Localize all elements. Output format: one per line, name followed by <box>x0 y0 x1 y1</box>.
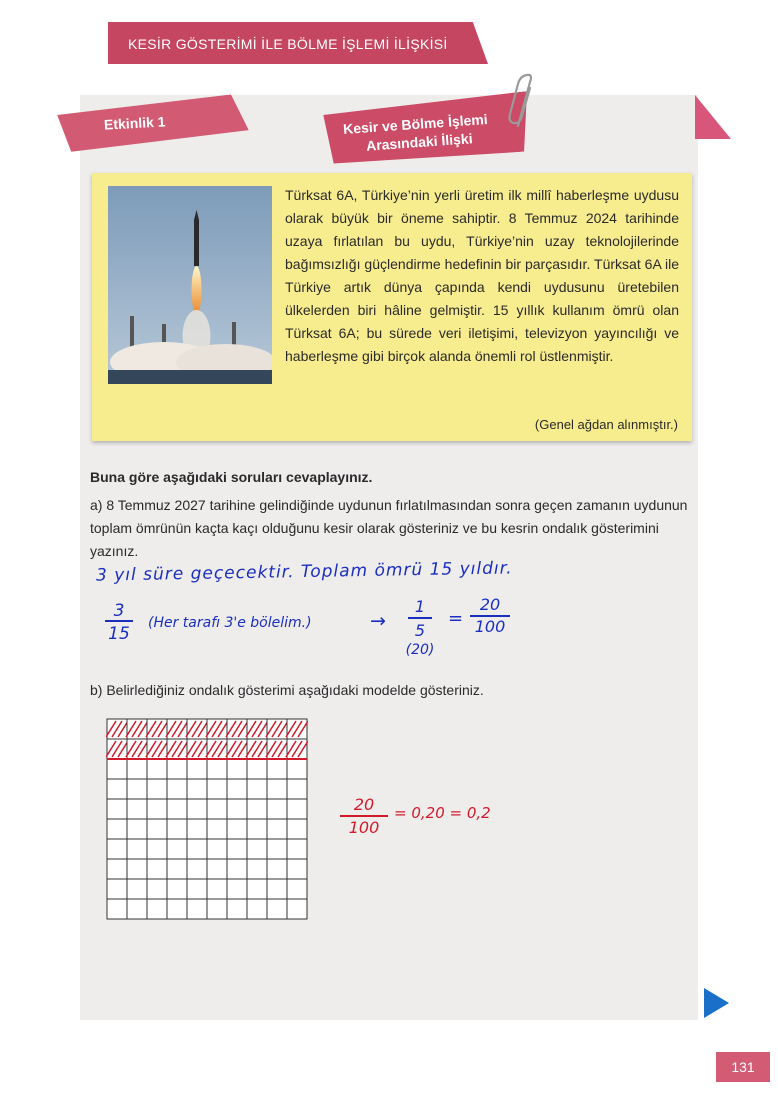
grid-cell[interactable] <box>207 799 227 819</box>
rocket-launch-photo <box>108 186 272 384</box>
grid-cell[interactable] <box>187 819 207 839</box>
handwritten-answer-line: 3 yıl süre geçecektir. Toplam ömrü 15 yıldır. <box>95 558 513 586</box>
grid-cell[interactable] <box>287 759 307 779</box>
grid-cell[interactable] <box>247 839 267 859</box>
grid-cell[interactable] <box>207 759 227 779</box>
grid-cell[interactable] <box>207 819 227 839</box>
grid-cell[interactable] <box>247 799 267 819</box>
grid-cell[interactable] <box>147 799 167 819</box>
grid-cell[interactable] <box>287 899 307 919</box>
grid-cell[interactable] <box>287 839 307 859</box>
grid-cell[interactable] <box>147 859 167 879</box>
source-note: (Genel ağdan alınmıştır.) <box>534 417 678 432</box>
page-number: 131 <box>716 1052 770 1082</box>
grid-cell[interactable] <box>167 759 187 779</box>
grid-cell[interactable] <box>287 779 307 799</box>
topic-title-line2: Arasındaki İlişki <box>365 130 474 154</box>
grid-cell[interactable] <box>127 759 147 779</box>
grid-cell[interactable] <box>207 839 227 859</box>
grid-cell[interactable] <box>167 839 187 859</box>
red-frac-denominator: 100 <box>348 818 380 837</box>
grid-cell[interactable] <box>227 879 247 899</box>
grid-cell[interactable] <box>127 879 147 899</box>
grid-cell[interactable] <box>247 879 267 899</box>
grid-cell[interactable] <box>127 819 147 839</box>
grid-cell[interactable] <box>147 879 167 899</box>
handwritten-fractions <box>96 596 536 656</box>
grid-cell[interactable] <box>247 899 267 919</box>
grid-cell[interactable] <box>107 799 127 819</box>
red-handwritten-answer <box>330 790 530 840</box>
hundred-grid-model[interactable] <box>106 718 308 920</box>
grid-cell[interactable] <box>147 899 167 919</box>
grid-cell[interactable] <box>267 879 287 899</box>
grid-cell[interactable] <box>267 899 287 919</box>
grid-cell[interactable] <box>207 899 227 919</box>
activity-label: Etkinlik 1 <box>103 113 166 133</box>
grid-cell[interactable] <box>107 759 127 779</box>
grid-cell[interactable] <box>107 819 127 839</box>
grid-cell[interactable] <box>187 879 207 899</box>
grid-cell[interactable] <box>187 859 207 879</box>
grid-cell[interactable] <box>287 879 307 899</box>
grid-cell[interactable] <box>227 799 247 819</box>
frac3-denominator: 100 <box>474 617 506 636</box>
grid-cell[interactable] <box>247 859 267 879</box>
grid-cell[interactable] <box>147 779 167 799</box>
question-a: a) 8 Temmuz 2027 tarihine gelindiğinde uydunun fırlatılmasından sonra geçen zamanın uydunun toplam ömrünün kaçta kaçı olduğunu kesir olarak gösteriniz ve bu kesrin ondalık gösterimini yazınız. <box>90 497 688 559</box>
grid-cell[interactable] <box>227 899 247 919</box>
grid-cell[interactable] <box>207 879 227 899</box>
grid-cell[interactable] <box>247 819 267 839</box>
grid-cell[interactable] <box>267 759 287 779</box>
frac1-denominator: 15 <box>108 624 130 644</box>
grid-cell[interactable] <box>127 839 147 859</box>
grid-cell[interactable] <box>247 779 267 799</box>
next-page-arrow-icon[interactable] <box>704 988 729 1018</box>
red-frac-numerator: 20 <box>353 795 375 814</box>
grid-cell[interactable] <box>227 759 247 779</box>
grid-cell[interactable] <box>147 839 167 859</box>
grid-cell[interactable] <box>267 799 287 819</box>
grid-cell[interactable] <box>167 799 187 819</box>
grid-cell[interactable] <box>267 859 287 879</box>
grid-cell[interactable] <box>127 779 147 799</box>
grid-cell[interactable] <box>107 779 127 799</box>
question-b: b) Belirlediğiniz ondalık gösterimi aşağıdaki modelde gösteriniz. <box>90 682 484 698</box>
grid-cell[interactable] <box>227 819 247 839</box>
grid-cell[interactable] <box>287 819 307 839</box>
paperclip-icon <box>508 72 540 130</box>
grid-cell[interactable] <box>167 819 187 839</box>
red-decimal-equation: = 0,20 = 0,2 <box>394 804 491 822</box>
grid-cell[interactable] <box>147 819 167 839</box>
grid-cell[interactable] <box>167 899 187 919</box>
grid-cell[interactable] <box>187 799 207 819</box>
topic-title-line1: Kesir ve Bölme İşlemi <box>342 110 489 138</box>
multiplier: (20) <box>405 642 435 656</box>
grid-cell[interactable] <box>187 779 207 799</box>
frac1-numerator: 3 <box>113 601 125 621</box>
grid-cell[interactable] <box>227 779 247 799</box>
grid-cell[interactable] <box>227 839 247 859</box>
decorative-corner-tab <box>695 95 731 139</box>
grid-cell[interactable] <box>187 899 207 919</box>
grid-cell[interactable] <box>107 859 127 879</box>
grid-cell[interactable] <box>247 759 267 779</box>
grid-cell[interactable] <box>127 859 147 879</box>
grid-cell[interactable] <box>207 859 227 879</box>
grid-cell[interactable] <box>167 879 187 899</box>
grid-cell[interactable] <box>227 859 247 879</box>
handwritten-note: (Her tarafı 3'e bölelim.) <box>148 615 312 631</box>
arrow-symbol: → <box>370 610 386 632</box>
grid-cell[interactable] <box>107 899 127 919</box>
grid-cell[interactable] <box>287 859 307 879</box>
grid-cell[interactable] <box>267 839 287 859</box>
grid-cell[interactable] <box>207 779 227 799</box>
grid-cell[interactable] <box>127 899 147 919</box>
grid-cell[interactable] <box>107 839 127 859</box>
grid-cell[interactable] <box>167 779 187 799</box>
equals-sign: = <box>448 608 464 629</box>
grid-cell[interactable] <box>187 839 207 859</box>
questions-heading: Buna göre aşağıdaki soruları cevaplayınız. <box>90 469 373 485</box>
frac2-denominator: 5 <box>414 621 426 640</box>
frac3-numerator: 20 <box>479 596 501 614</box>
grid-cell[interactable] <box>107 879 127 899</box>
info-paragraph: Türksat 6A, Türkiye’nin yerli üretim ilk millî haberleşme uydusu olarak büyük bir öneme sahiptir. 8 Temmuz 2024 tarihinde uzaya fırlatılan bu uydu, Türkiye’nin uzay teknolojilerinde bağımsızlığı güçlendirme hedefinin bir parçasıdır. Türksat 6A ile Türkiye artık dünya çapında kendi uydusunu üretebilen ülkelerden biri hâline gelmiştir. 15 yıllık kullanım ömrü olan Türksat 6A; bu sürede veri iletişimi, televizyon yayıncılığı ve haberleşme gibi birçok alanda önemli rol üstlenmiştir. <box>285 187 679 364</box>
header-title: KESİR GÖSTERİMİ İLE BÖLME İŞLEMİ İLİŞKİSİ <box>128 36 448 52</box>
grid-cell[interactable] <box>287 799 307 819</box>
grid-cell[interactable] <box>127 799 147 819</box>
grid-cell[interactable] <box>267 819 287 839</box>
grid-cell[interactable] <box>267 779 287 799</box>
grid-cell[interactable] <box>147 759 167 779</box>
grid-cell[interactable] <box>167 859 187 879</box>
grid-cell[interactable] <box>187 759 207 779</box>
frac2-numerator: 1 <box>414 597 426 616</box>
